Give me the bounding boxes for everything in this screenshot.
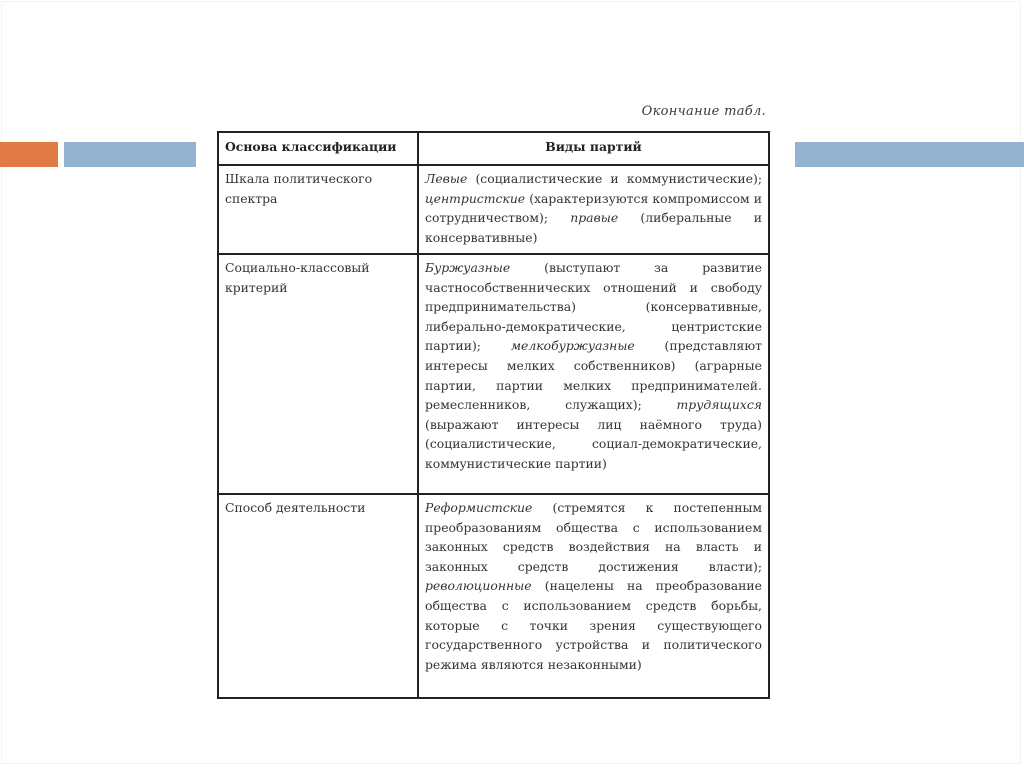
table-row: [218, 254, 769, 494]
text: (выступают за развитие частнособственнических отношений и свободу предпринимательства) (консервативные, либерально-демократические, центристские партии);: [425, 260, 762, 354]
text: (характеризуются компромиссом и сотрудничеством);: [425, 190, 762, 226]
cell-types: [418, 494, 769, 698]
table-row: [218, 494, 769, 698]
term: мелкобуржуазные: [510, 338, 635, 354]
term: центристские: [425, 190, 526, 206]
header-party-types: Виды партий: [418, 132, 769, 165]
table-caption: Окончание табл.: [641, 104, 766, 119]
decor-bar-orange: [0, 142, 58, 167]
text: (стремятся к постепенным преобразованиям общества с использованием законных средств воздействия на власть и законных средств достижения власти);: [425, 500, 762, 574]
term: Реформистские: [425, 500, 533, 515]
cell-basis: Шкала политического спектра: [218, 165, 418, 254]
cell-basis: Способ деятельности: [218, 494, 418, 698]
text: (выражают интересы лиц наёмного труда) (социалистические, социал-демократические, коммунистические партии): [425, 416, 762, 471]
text: (социалистические и коммунистические);: [467, 171, 762, 186]
decor-bar-blue-right: [795, 142, 1024, 167]
decor-bar-blue-left: [64, 142, 196, 167]
table: [217, 131, 770, 699]
header-basis: Основа классификации: [218, 132, 418, 165]
table-row: [218, 165, 769, 254]
term: Буржуазные: [425, 260, 511, 275]
table-header-row: [218, 132, 769, 165]
term: революционные: [425, 578, 532, 594]
text: (либеральные и консервативные): [425, 210, 762, 245]
term: Левые: [425, 171, 468, 186]
cell-types: [418, 254, 769, 494]
term: правые: [570, 210, 619, 226]
term: трудящихся: [676, 397, 762, 413]
party-classification-table: [217, 131, 768, 699]
text: (нацелены на преобразование общества с использованием средств борьбы, которые с точки зрения существующего государственного устройства и политического режима являются незаконными): [425, 578, 762, 672]
cell-basis: Социально-классовый критерий: [218, 254, 418, 494]
cell-types: [418, 165, 769, 254]
text: (представляют интересы мелких собственников) (аграрные партии, партии мелких предпринимателей. ремесленников, служащих);: [425, 338, 762, 413]
